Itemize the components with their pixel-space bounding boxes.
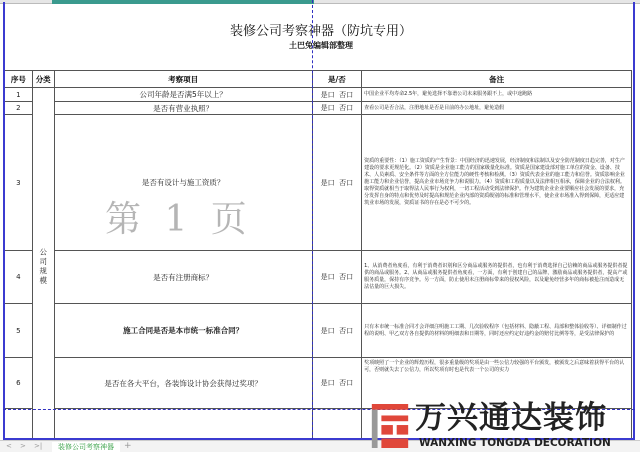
table-row	[5, 251, 632, 304]
note-cell[interactable]: 1、从消费者角度看，有利于消费者识别和区分商品或服务的提供者，也有利于消费选择自己信赖的商品或服务提供者提供的商品或服务。2、从商品或服务提供者角度看，一方面，有利于创建自己的品牌，激励商品或服务提供者，提高产或服务质量，保持有序竞争。另一方面，防止使用未注册商标带来的侵权风险，以及避免经营多年的商标被抢注而造成无法估量的巨大损失。	[362, 251, 632, 304]
yesno-cell[interactable]	[312, 358, 362, 409]
yes-option[interactable]: 是口	[320, 90, 335, 99]
header-item[interactable]: 考察项目	[54, 71, 312, 88]
sheet-title: 装修公司考察神器（防坑专用）	[229, 24, 412, 39]
item-cell[interactable]	[54, 409, 312, 441]
yes-option[interactable]: 是口	[320, 273, 335, 281]
item-cell[interactable]: 是否有注册商标？	[54, 251, 312, 304]
seq-cell[interactable]: 3	[5, 115, 33, 251]
seq-cell[interactable]: 2	[5, 102, 33, 115]
header-note[interactable]: 备注	[362, 71, 632, 88]
yesno-cell[interactable]	[312, 304, 362, 358]
next-sheet-button[interactable]: >	[20, 442, 26, 450]
page-number-watermark: 第 1 页	[105, 199, 253, 240]
prev-sheet-button[interactable]: <	[6, 442, 12, 450]
spreadsheet-page	[3, 2, 635, 440]
note-cell[interactable]: 只有本市统一标准合同才会详细注明施工工期、几次验收程序（包括材料、隐蔽工程、局部和整体验收等）、详细制作过程的说明、甲乙双方各自提供的材料的明细表和日期等，同时还应约定好违约金的赔付比例等等，是受法律保护的	[362, 304, 632, 358]
item-cell[interactable]: 施工合同是否是本市统一标准合同？	[54, 304, 312, 358]
yesno-cell[interactable]	[312, 251, 362, 304]
yes-option[interactable]: 是口	[320, 326, 335, 335]
no-option[interactable]: 否口	[339, 90, 354, 99]
seq-cell[interactable]: 1	[5, 88, 33, 102]
page-break-vertical[interactable]	[312, 0, 313, 440]
no-option[interactable]: 否口	[339, 104, 354, 112]
seq-cell[interactable]: 6	[5, 358, 33, 409]
category-label: 公司规模	[38, 248, 48, 286]
no-option[interactable]: 否口	[339, 379, 354, 387]
yesno-cell[interactable]	[312, 88, 362, 102]
brand-logo-watermark	[365, 400, 635, 452]
header-seq[interactable]: 序号	[5, 71, 33, 88]
inspection-table	[4, 70, 632, 440]
header-yesno[interactable]: 是/否	[312, 71, 362, 88]
table-row	[5, 88, 632, 102]
yes-option[interactable]: 是口	[320, 379, 335, 387]
add-sheet-button[interactable]: +	[124, 441, 132, 451]
item-cell[interactable]: 是否有设计与施工资质？	[54, 115, 312, 251]
yesno-cell[interactable]	[312, 102, 362, 115]
header-category[interactable]: 分类	[32, 71, 54, 88]
category-cell[interactable]	[32, 88, 54, 441]
logo-text-en: WANXING TONGDA DECORATION	[419, 437, 611, 449]
item-cell[interactable]: 是否在各大平台，各装饰设计协会获得过奖项？	[54, 358, 312, 409]
no-option[interactable]: 否口	[339, 178, 354, 187]
header-row	[5, 71, 632, 88]
yesno-cell[interactable]	[312, 409, 362, 441]
table-row	[5, 102, 632, 115]
note-cell[interactable]: 资质的重要性：（1）施工资质的产生背景：中国经济的迅速发展，经济制度和法制以及安全防范制度日趋完善，对生产建设的要求更规范化。（2）资质是企业施工能力的国家级量化标准。资质是国家建设部对施工单位的资金、设备、技术、人员素质、安全条件等方面的全方位能力的硬性考核和检测。（3）资质代表企业的施工能力和信誉。资质影响企业施工能力和企业信誉，提高企业市场竞争力和说服力。（4）资质和工程质量以及法律相互相承，保障企业的合法权利。取得资质就相当于取得法人民事行为权利，一切工程活动受到法律保护。作为建筑企业企业要顺应社会发展的要求，充分发挥自身的特点和优势及时提高和规范企业内部的资质级别的标准和管理水平，使企业市场准入得到保障，更适应建筑业市场的发展，资质证书的存在是必不可少的。	[362, 115, 632, 251]
sheet-tab-active[interactable]: 装修公司考察神器	[52, 442, 120, 452]
table-row	[5, 115, 632, 251]
logo-mark-icon	[371, 404, 409, 448]
item-cell[interactable]: 是否有营业执照？	[54, 102, 312, 115]
yesno-cell[interactable]	[312, 115, 362, 251]
yes-option[interactable]: 是口	[320, 178, 335, 187]
item-cell[interactable]: 公司年龄是否满5年以上？	[54, 88, 312, 102]
logo-text-cn: 万兴通达装饰	[415, 400, 607, 436]
sheet-subtitle: 土巴兔编辑部整理	[289, 41, 353, 50]
seq-cell[interactable]: 5	[5, 304, 33, 358]
no-option[interactable]: 否口	[339, 326, 354, 335]
table-row	[5, 304, 632, 358]
note-cell[interactable]: 查看公司是否合法，注册地址是否是目前的办公地址，避免造假	[362, 102, 632, 115]
last-sheet-button[interactable]: >|	[34, 442, 43, 450]
seq-cell[interactable]	[5, 409, 33, 441]
note-cell[interactable]: 中国企业平均寿命2.5年，避免选择不靠谱公司未来服务跟不上，或中途跑路	[362, 88, 632, 102]
seq-cell[interactable]: 4	[5, 251, 33, 304]
no-option[interactable]: 否口	[339, 273, 354, 281]
note-cell[interactable]: 奖项映照了一个企业的辉煌历程，很多重量级的奖项是由一些公信力较强的平台颁发，被颁发之后意味着获得平台的认可，否则就失去了公信力，所以奖项有时也是代表一个公司的实力	[362, 358, 632, 409]
yes-option[interactable]: 是口	[320, 104, 335, 112]
